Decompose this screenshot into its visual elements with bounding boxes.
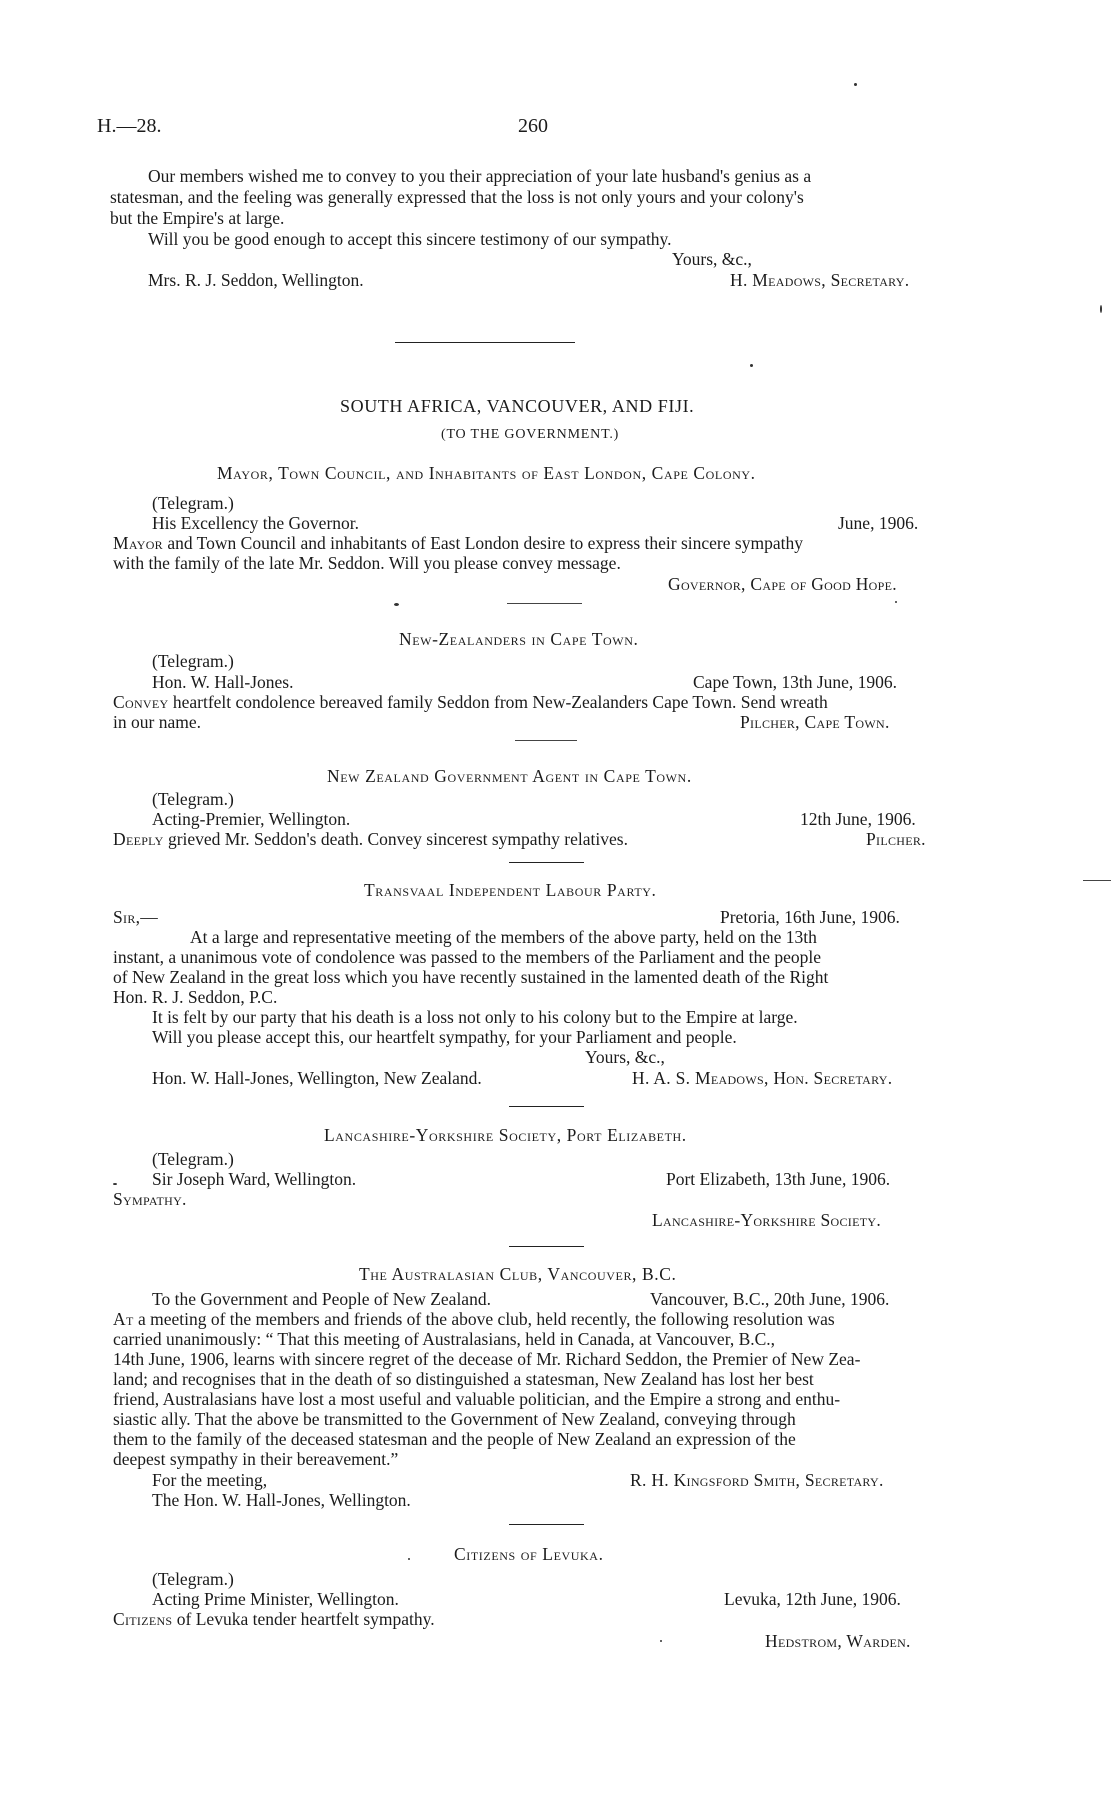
scan-speck	[394, 603, 399, 606]
east-london-kind: (Telegram.)	[152, 493, 234, 513]
main-heading: SOUTH AFRICA, VANCOUVER, AND FIJI.	[340, 396, 695, 416]
nz-agent-date: 12th June, 1906.	[800, 809, 916, 829]
levuka-signature: Hedstrom, Warden.	[765, 1631, 911, 1651]
levuka-body-text: of Levuka tender heartfelt sympathy.	[176, 1609, 435, 1629]
transvaal-addressee: Hon. W. Hall-Jones, Wellington, New Zealand.	[152, 1068, 482, 1088]
australasian-line-text: a meeting of the members and friends of the above club, held recently, the following resolution was	[137, 1309, 835, 1329]
section-divider	[507, 603, 582, 604]
nz-cape-town-date: Cape Town, 13th June, 1906.	[693, 672, 898, 692]
lancashire-heading: Lancashire-Yorkshire Society, Port Elizabeth.	[324, 1125, 687, 1145]
nz-agent-heading: New Zealand Government Agent in Cape Town.	[327, 766, 692, 786]
nz-cape-town-body-text: heartfelt condolence bereaved family Seddon from New-Zealanders Cape Town. Send wreath	[172, 692, 828, 712]
australasian-line: siastic ally. That the above be transmitted to the Government of New Zealand, conveying through	[113, 1409, 796, 1429]
transvaal-closing: Yours, &c.,	[585, 1047, 665, 1067]
nz-cape-town-kind: (Telegram.)	[152, 651, 234, 671]
australasian-line: deepest sympathy in their bereavement.”	[113, 1449, 399, 1469]
australasian-for-meeting: For the meeting,	[152, 1470, 268, 1490]
australasian-line: land; and recognises that in the death of so distinguished a statesman, New Zealand has lost her best	[113, 1369, 814, 1389]
transvaal-paragraph-line: Hon. R. J. Seddon, P.C.	[113, 987, 278, 1007]
intro-paragraph: Will you be good enough to accept this sincere testimony of our sympathy.	[148, 229, 672, 249]
lancashire-kind: (Telegram.)	[152, 1149, 234, 1169]
section-divider	[395, 342, 575, 343]
australasian-line	[113, 1309, 835, 1330]
australasian-line: friend, Australasians have lost a most useful and valuable politician, and the Empire a strong and enthu-	[113, 1389, 841, 1409]
east-london-body-line	[113, 533, 803, 554]
section-divider	[515, 740, 577, 741]
intro-signature: H. Meadows, Secretary.	[730, 270, 910, 290]
section-divider	[509, 1524, 584, 1525]
levuka-body-line	[113, 1609, 435, 1630]
transvaal-paragraph: Will you please accept this, our heartfelt sympathy, for your Parliament and people.	[152, 1027, 737, 1047]
nz-agent-body-line	[113, 829, 628, 850]
east-london-date: June, 1906.	[838, 513, 919, 533]
scan-speck	[660, 1640, 662, 1642]
nz-cape-town-body-line	[113, 692, 828, 713]
australasian-signature: R. H. Kingsford Smith, Secretary.	[630, 1470, 884, 1490]
east-london-heading: Mayor, Town Council, and Inhabitants of East London, Cape Colony.	[217, 463, 756, 483]
nz-cape-town-heading: New-Zealanders in Cape Town.	[399, 629, 639, 649]
transvaal-paragraph-line: of New Zealand in the great loss which you have recently sustained in the lamented death of the Right	[113, 967, 829, 987]
transvaal-paragraph-line: At a large and representative meeting of the members of the above party, held on the 13th	[190, 927, 817, 947]
sub-heading: (TO THE GOVERNMENT.)	[441, 427, 620, 442]
east-london-signature: Governor, Cape of Good Hope.	[668, 574, 897, 594]
australasian-addressee: The Hon. W. Hall-Jones, Wellington.	[152, 1490, 411, 1510]
transvaal-signature: H. A. S. Meadows, Hon. Secretary.	[632, 1068, 893, 1088]
scan-speck	[408, 1558, 410, 1560]
scan-speck	[113, 1183, 117, 1185]
transvaal-salutation: Sir,—	[113, 907, 159, 927]
east-london-lead: Mayor	[113, 533, 163, 553]
intro-paragraph-line: but the Empire's at large.	[110, 208, 285, 228]
lancashire-to: Sir Joseph Ward, Wellington.	[152, 1169, 357, 1189]
levuka-lead: Citizens	[113, 1609, 173, 1629]
doc-reference: H.—28.	[97, 115, 162, 137]
nz-agent-lead: Deeply	[113, 829, 164, 849]
intro-paragraph-line: Our members wished me to convey to you their appreciation of your late husband's genius as a	[148, 166, 812, 186]
nz-agent-kind: (Telegram.)	[152, 789, 234, 809]
australasian-line: 14th June, 1906, learns with sincere regret of the decease of Mr. Richard Seddon, the Premier of New Zea-	[113, 1349, 861, 1369]
transvaal-heading: Transvaal Independent Labour Party.	[364, 880, 657, 900]
east-london-body-line: with the family of the late Mr. Seddon. Will you please convey message.	[113, 553, 621, 573]
levuka-date: Levuka, 12th June, 1906.	[724, 1589, 901, 1609]
nz-cape-town-to: Hon. W. Hall-Jones.	[152, 672, 294, 692]
australasian-to: To the Government and People of New Zealand.	[152, 1289, 491, 1309]
east-london-body-text: and Town Council and inhabitants of East London desire to express their sincere sympathy	[167, 533, 803, 553]
scan-speck	[1100, 305, 1102, 313]
intro-paragraph-line: statesman, and the feeling was generally expressed that the loss is not only yours and your colony's	[110, 187, 804, 207]
nz-cape-town-lead: Convey	[113, 692, 169, 712]
page-number: 260	[518, 115, 548, 137]
lancashire-date: Port Elizabeth, 13th June, 1906.	[666, 1169, 891, 1189]
nz-agent-to: Acting-Premier, Wellington.	[152, 809, 351, 829]
section-divider	[509, 1106, 584, 1107]
transvaal-date: Pretoria, 16th June, 1906.	[720, 907, 900, 927]
scan-speck	[854, 83, 857, 86]
intro-closing: Yours, &c.,	[672, 249, 752, 269]
nz-cape-town-body-line: in our name.	[113, 712, 201, 732]
scan-mark	[1083, 880, 1111, 881]
transvaal-paragraph-line: instant, a unanimous vote of condolence was passed to the members of the Parliament and the people	[113, 947, 822, 967]
section-divider	[509, 1246, 584, 1247]
levuka-to: Acting Prime Minister, Wellington.	[152, 1589, 399, 1609]
east-london-to: His Excellency the Governor.	[152, 513, 360, 533]
section-divider	[509, 862, 584, 863]
scan-speck	[895, 601, 897, 603]
lancashire-signature: Lancashire-Yorkshire Society.	[652, 1210, 882, 1230]
nz-cape-town-signature: Pilcher, Cape Town.	[740, 712, 890, 732]
transvaal-paragraph: It is felt by our party that his death is a loss not only to his colony but to the Empire at large.	[152, 1007, 798, 1027]
levuka-heading: Citizens of Levuka.	[454, 1544, 604, 1564]
australasian-line: carried unanimously: “ That this meeting of Australasians, held in Canada, at Vancouver, B.C.,	[113, 1329, 776, 1349]
australasian-line: them to the family of the deceased statesman and the people of New Zealand an expression of the	[113, 1429, 796, 1449]
nz-agent-signature: Pilcher.	[866, 829, 926, 849]
nz-agent-body-text: grieved Mr. Seddon's death. Convey sincerest sympathy relatives.	[167, 829, 628, 849]
australasian-heading: The Australasian Club, Vancouver, B.C.	[359, 1264, 677, 1284]
australasian-lead: At	[113, 1309, 134, 1329]
scan-speck	[750, 364, 753, 367]
australasian-date: Vancouver, B.C., 20th June, 1906.	[650, 1289, 890, 1309]
intro-addressee: Mrs. R. J. Seddon, Wellington.	[148, 270, 364, 290]
levuka-kind: (Telegram.)	[152, 1569, 234, 1589]
lancashire-body: Sympathy.	[113, 1189, 187, 1209]
